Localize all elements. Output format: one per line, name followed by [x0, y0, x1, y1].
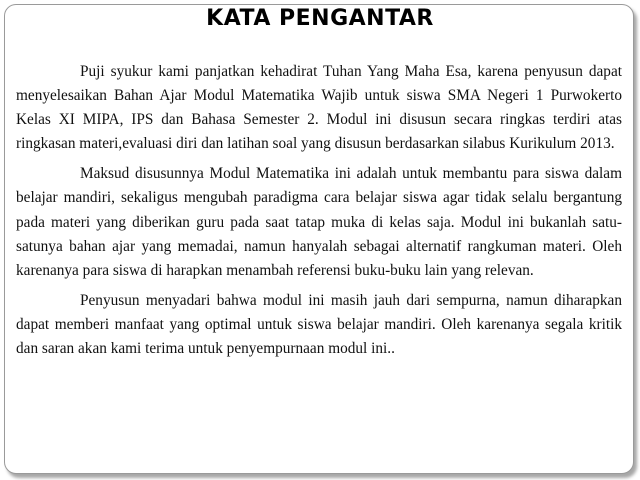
paragraph-1: Puji syukur kami panjatkan kehadirat Tuhan Yang Maha Esa, karena penyusun dapat menyelesaikan Bahan Ajar Modul Matematika Wajib untuk siswa SMA Negeri 1 Purwokerto Kelas XI MIPA, IPS dan Bahasa Semester 2. Modul ini disusun secara ringkas terdiri atas ringkasan materi,evaluasi diri dan latihan soal yang disusun berdasarkan silabus Kurikulum 2013.: [16, 63, 622, 153]
paragraph-2: Maksud disusunnya Modul Matematika ini adalah untuk membantu para siswa dalam belajar mandiri, sekaligus mengubah paradigma cara belajar siswa agar tidak selalu bergantung pada materi yang diberikan guru pada saat tatap muka di kelas saja. Modul ini bukanlah satu-satunya bahan ajar yang memadai, namun hanyalah sebagai alternatif rangkuman materi. Oleh karenanya para siswa di harapkan menambah referensi buku-buku lain yang relevan.: [16, 165, 622, 279]
page-title: KATA PENGANTAR: [206, 6, 434, 31]
paragraph-3: Penyusun menyadari bahwa modul ini masih jauh dari sempurna, namun diharapkan dapat memberi manfaat yang optimal untuk siswa belajar mandiri. Oleh karenanya segala kritik dan saran akan kami terima untuk penyempurnaan modul ini..: [16, 291, 622, 358]
document-body: [16, 60, 622, 367]
